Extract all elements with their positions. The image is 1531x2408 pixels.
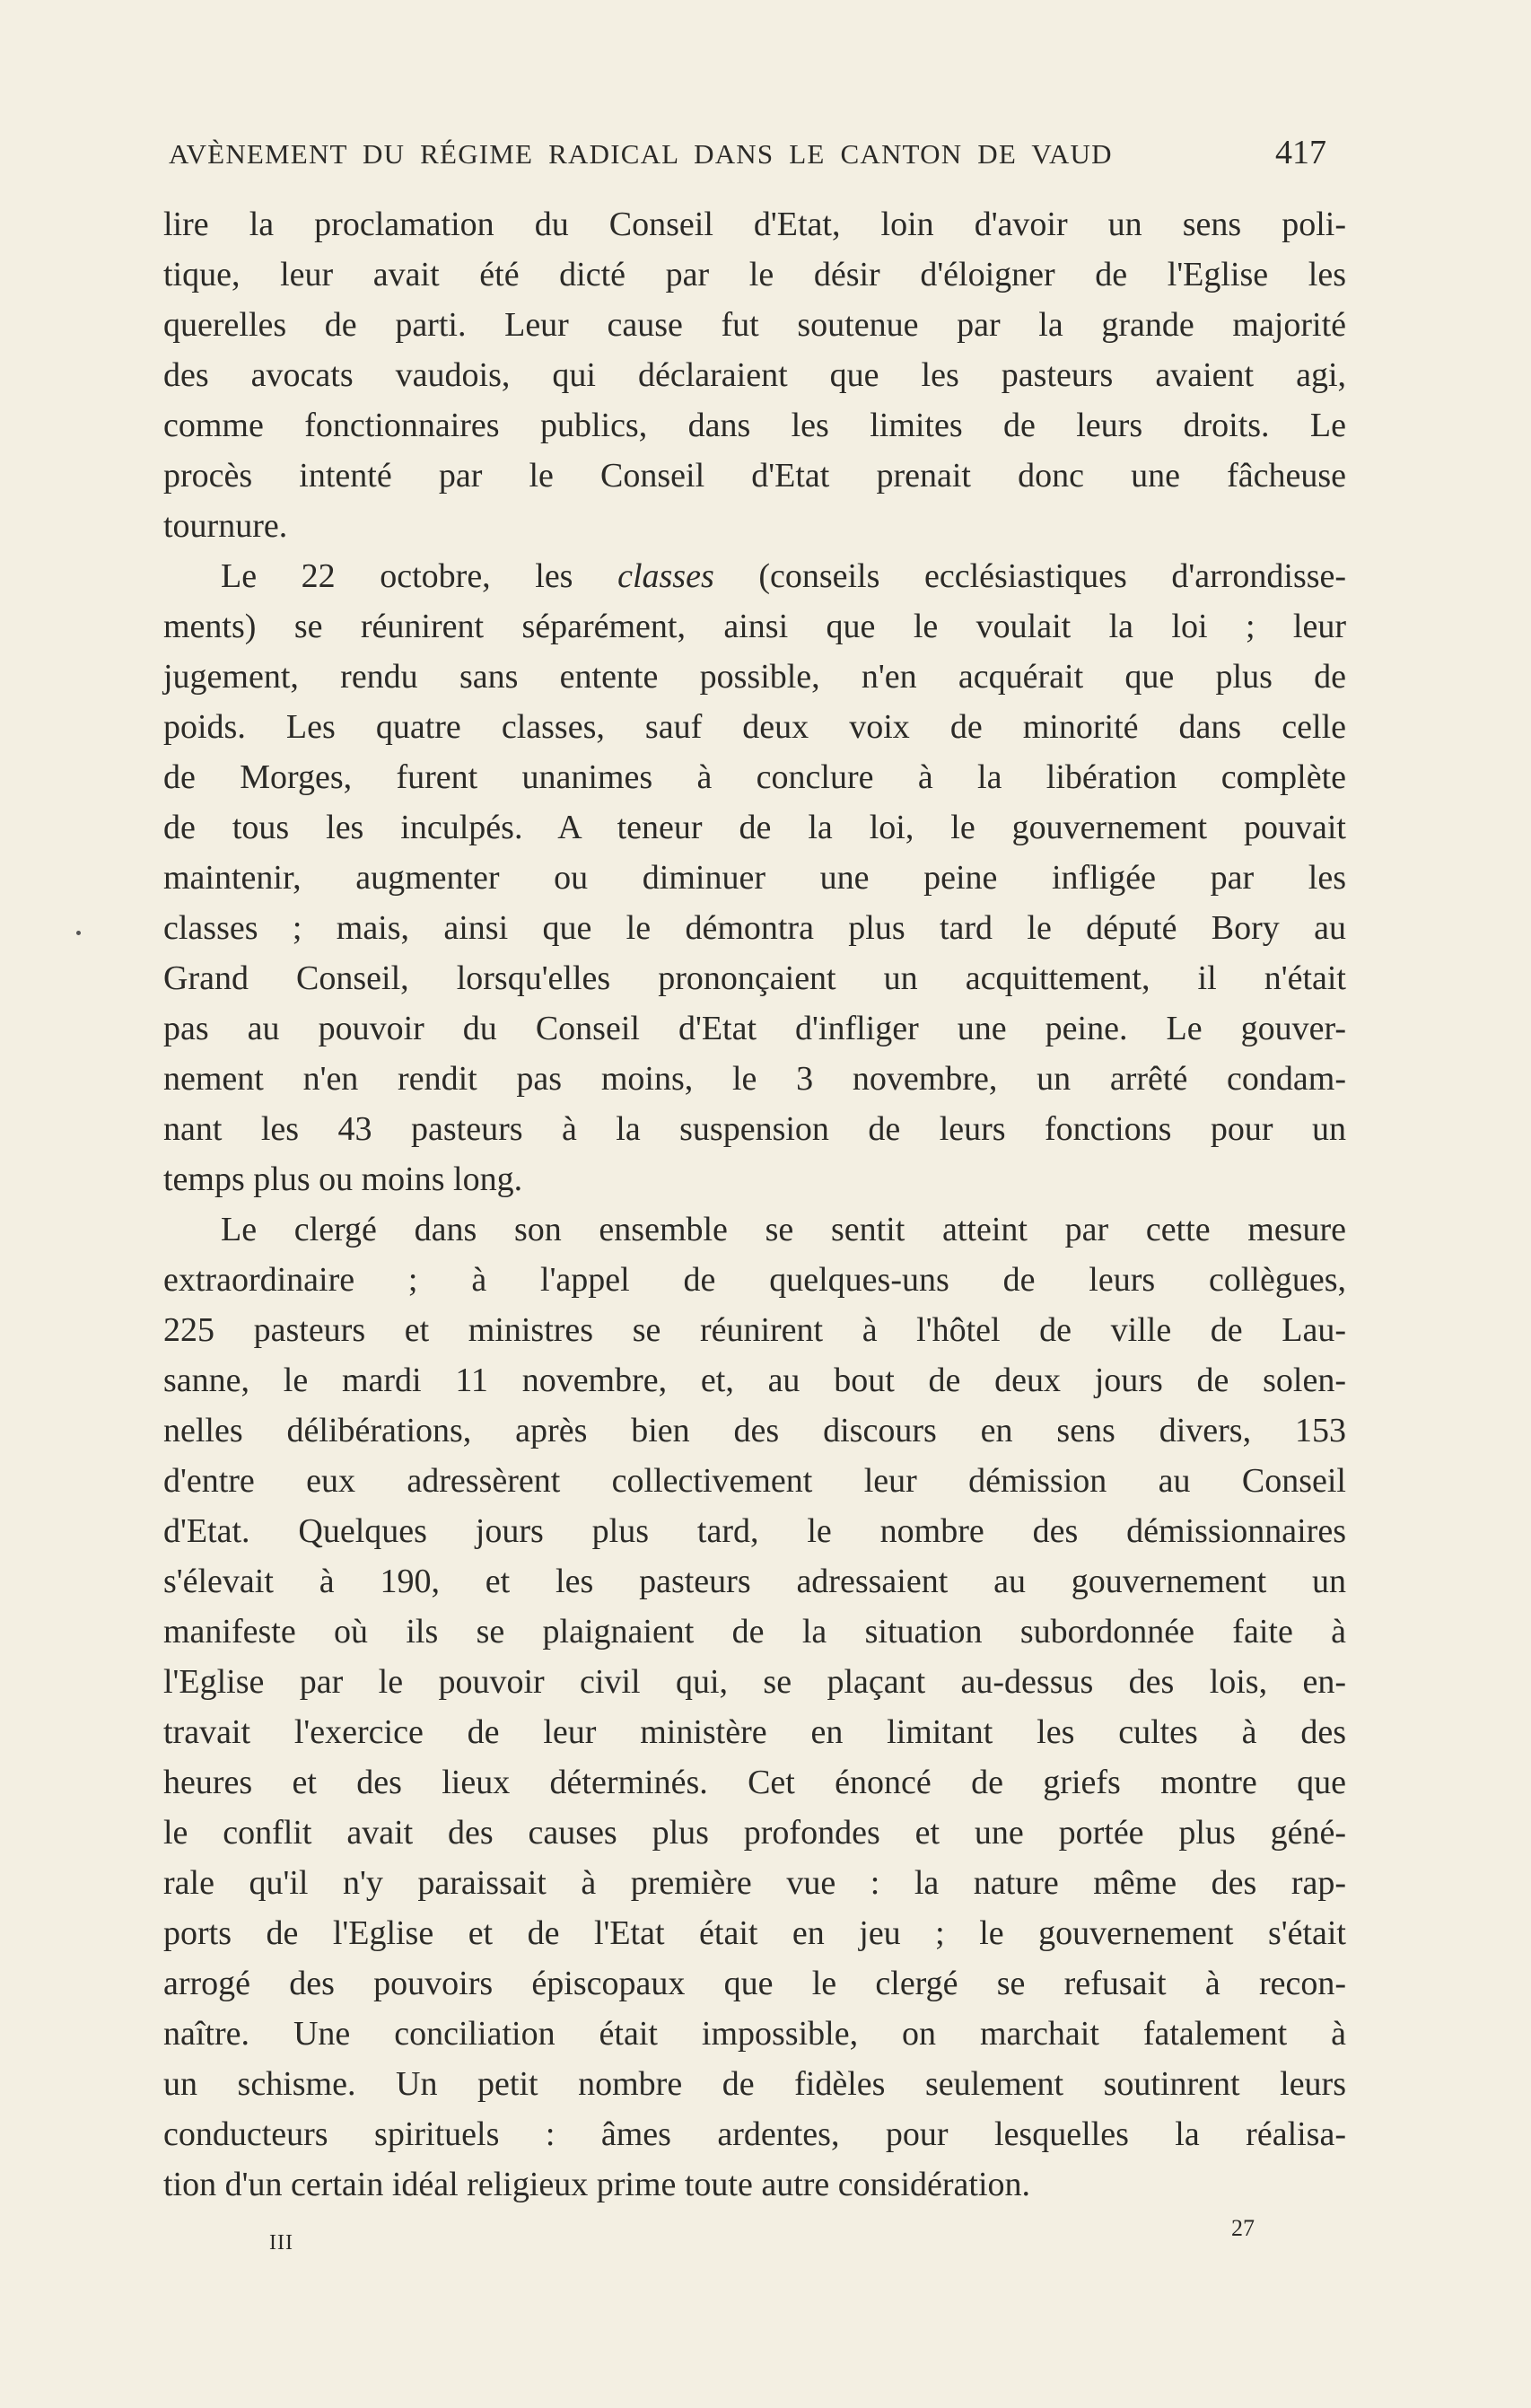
text-line: l'Eglise par le pouvoir civil qui, se plaçant au-dessus des lois, en- [163, 1663, 1346, 1701]
text-line: de Morges, furent unanimes à conclure à la libération complète [163, 758, 1346, 796]
text-line: d'entre eux adressèrent collectivement leur démission au Conseil [163, 1462, 1346, 1500]
text-line: nant les 43 pasteurs à la suspension de leurs fonctions pour un [163, 1110, 1346, 1148]
body-text [163, 199, 1346, 2210]
text-line: extraordinaire ; à l'appel de quelques-uns de leurs collègues, [163, 1261, 1346, 1299]
text-line: procès intenté par le Conseil d'Etat prenait donc une fâcheuse [163, 457, 1346, 495]
text-fragment: (conseils ecclésiastiques d'arrondisse- [758, 557, 1347, 595]
text-line: s'élevait à 190, et les pasteurs adressaient au gouvernement un [163, 1563, 1346, 1600]
running-title: AVÈNEMENT DU RÉGIME RADICAL DANS LE CANTON DE VAUD [169, 138, 1113, 170]
text-line: arrogé des pouvoirs épiscopaux que le clergé se refusait à recon- [163, 1965, 1346, 2002]
text-line: Grand Conseil, lorsqu'elles prononçaient un acquittement, il n'était [163, 959, 1346, 997]
text-line: manifeste où ils se plaignaient de la situation subordonnée faite à [163, 1613, 1346, 1651]
text-line: classes ; mais, ainsi que le démontra plus tard le député Bory au [163, 909, 1346, 947]
sheet-number: 27 [1231, 2215, 1255, 2241]
text-line: d'Etat. Quelques jours plus tard, le nombre des démissionnaires [163, 1512, 1346, 1550]
text-line: de tous les inculpés. A teneur de la loi, le gouvernement pouvait [163, 809, 1346, 846]
text-line: sanne, le mardi 11 novembre, et, au bout de deux jours de solen- [163, 1362, 1346, 1399]
text-line: naître. Une conciliation était impossible, on marchait fatalement à [163, 2015, 1346, 2053]
page-number: 417 [1275, 134, 1326, 171]
text-line: 225 pasteurs et ministres se réunirent à l'hôtel de ville de Lau- [163, 1311, 1346, 1349]
text-line: rale qu'il n'y paraissait à première vue : la nature même des rap- [163, 1864, 1346, 1902]
text-line: tournure. [163, 507, 288, 545]
text-line [163, 551, 1346, 601]
text-line: tion d'un certain idéal religieux prime toute autre considération. [163, 2166, 1031, 2203]
text-line: ports de l'Eglise et de l'Etat était en jeu ; le gouvernement s'était [163, 1914, 1346, 1952]
text-line: heures et des lieux déterminés. Cet énoncé de griefs montre que [163, 1764, 1346, 1801]
text-line: conducteurs spirituels : âmes ardentes, pour lesquelles la réalisa- [163, 2115, 1346, 2153]
text-line: poids. Les quatre classes, sauf deux voix de minorité dans celle [163, 708, 1346, 746]
text-line: nelles délibérations, après bien des discours en sens divers, 153 [163, 1412, 1346, 1449]
text-line: maintenir, augmenter ou diminuer une peine infligée par les [163, 859, 1346, 897]
text-line: comme fonctionnaires publics, dans les limites de leurs droits. Le [163, 407, 1346, 444]
text-fragment: Le 22 octobre, les [221, 557, 573, 595]
italic-term: classes [617, 557, 714, 595]
text-line: le conflit avait des causes plus profondes et une portée plus géné- [163, 1814, 1346, 1852]
text-line: lire la proclamation du Conseil d'Etat, loin d'avoir un sens poli- [163, 206, 1346, 243]
text-line: temps plus ou moins long. [163, 1160, 523, 1198]
margin-speck [76, 931, 81, 935]
text-line: un schisme. Un petit nombre de fidèles seulement soutinrent leurs [163, 2065, 1346, 2103]
text-line: Le clergé dans son ensemble se sentit atteint par cette mesure [221, 1211, 1346, 1248]
text-line: pas au pouvoir du Conseil d'Etat d'infliger une peine. Le gouver- [163, 1010, 1346, 1047]
text-line: tique, leur avait été dicté par le désir d'éloigner de l'Eglise les [163, 256, 1346, 293]
text-line: querelles de parti. Leur cause fut soutenue par la grande majorité [163, 306, 1346, 344]
text-line: des avocats vaudois, qui déclaraient que les pasteurs avaient agi, [163, 356, 1346, 394]
running-head [169, 133, 1326, 178]
signature-mark: III [269, 2231, 293, 2255]
text-line: nement n'en rendit pas moins, le 3 novembre, un arrêté condam- [163, 1060, 1346, 1098]
text-line: travait l'exercice de leur ministère en limitant les cultes à des [163, 1713, 1346, 1751]
text-line: jugement, rendu sans entente possible, n'en acquérait que plus de [163, 658, 1346, 696]
text-line: ments) se réunirent séparément, ainsi que le voulait la loi ; leur [163, 608, 1346, 645]
